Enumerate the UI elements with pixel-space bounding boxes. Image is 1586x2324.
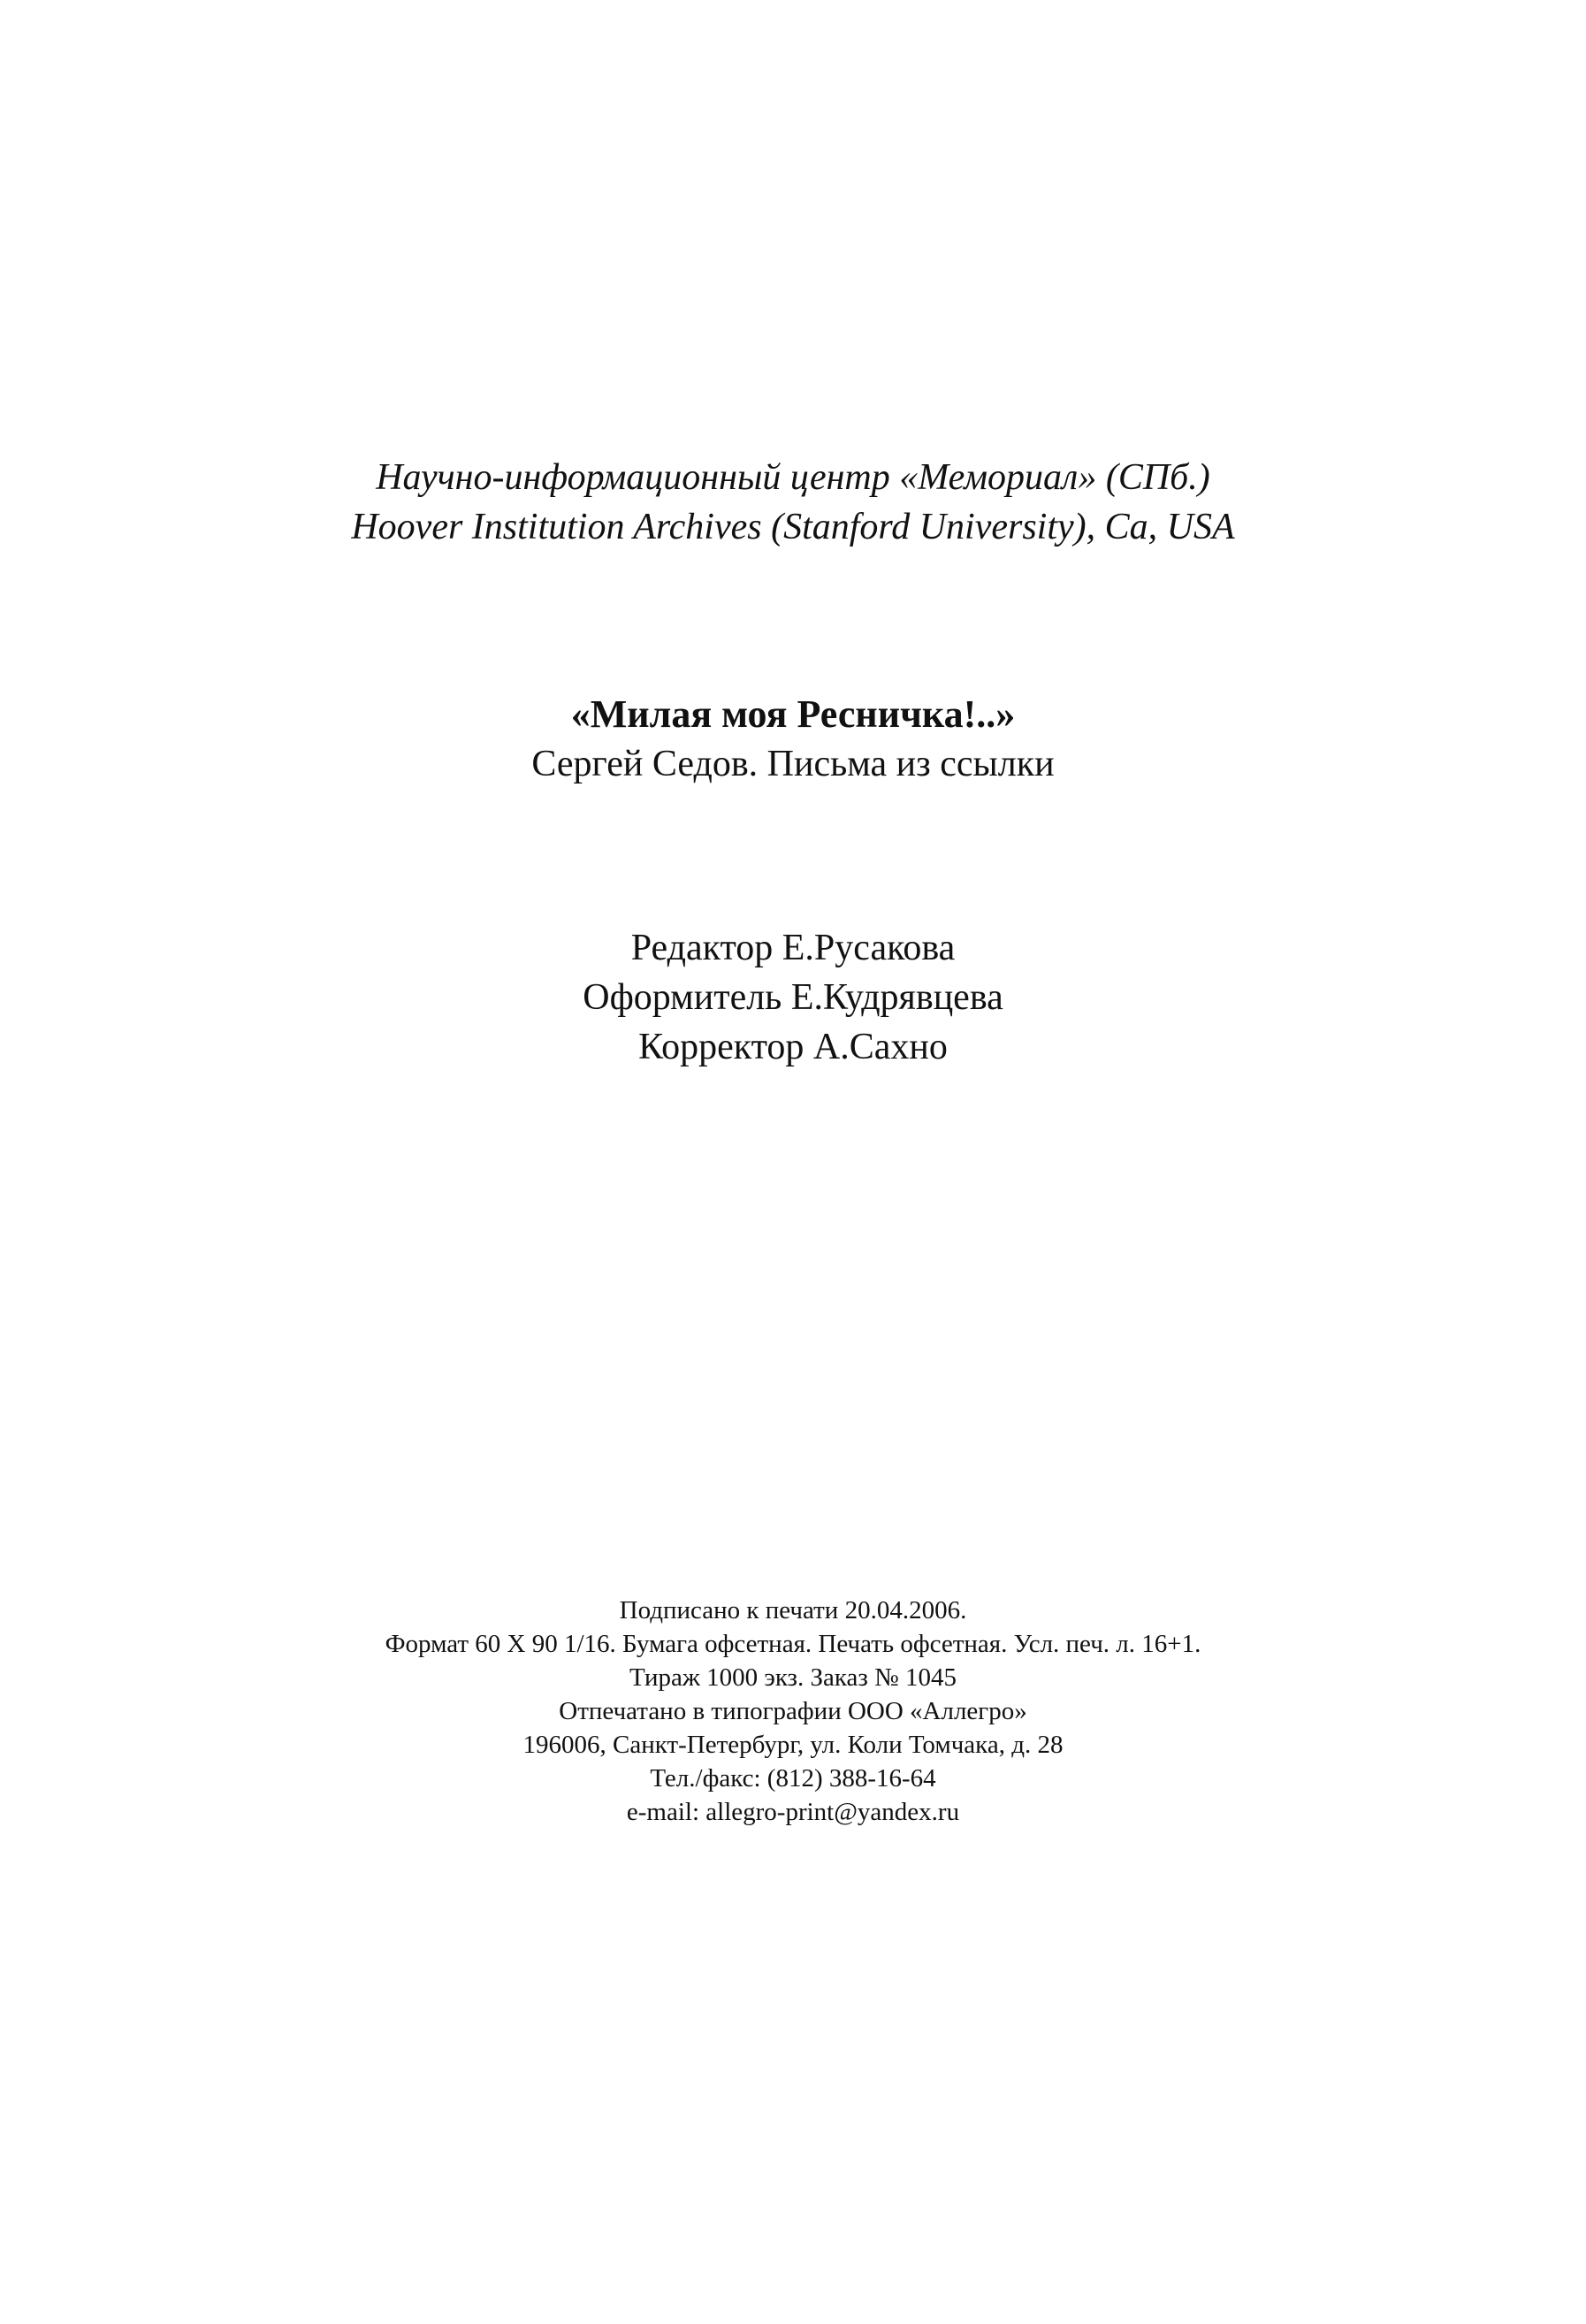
imprint-run: Тираж 1000 экз. Заказ № 1045 (629, 1663, 957, 1692)
imprint-printed: Отпечатано в типографии ООО «Аллегро» (559, 1697, 1027, 1725)
imprint-signed: Подписано к печати 20.04.2006. (619, 1596, 967, 1625)
credit-proofreader: Корректор А.Сахно (638, 1027, 948, 1067)
organization-hoover: Hoover Institution Archives (Stanford University), Ca, USA (351, 507, 1235, 547)
book-title: «Милая моя Ресничка!..» (570, 692, 1016, 736)
imprint-email: e-mail: allegro-print@yandex.ru (626, 1798, 960, 1826)
credit-editor: Редактор Е.Русакова (630, 928, 956, 968)
imprint-phone: Тел./факс: (812) 388-16-64 (650, 1764, 936, 1793)
organization-memorial: Научно-информационный центр «Мемориал» (СПб.) (376, 457, 1210, 498)
imprint-address: 196006, Санкт-Петербург, ул. Коли Томчака, д. 28 (522, 1731, 1064, 1759)
imprint-format: Формат 60 X 90 1/16. Бумага офсетная. Печать офсетная. Усл. печ. л. 16+1. (385, 1630, 1201, 1658)
credit-designer: Оформитель Е.Кудрявцева (583, 977, 1003, 1018)
book-subtitle: Сергей Седов. Письма из ссылки (531, 744, 1055, 784)
